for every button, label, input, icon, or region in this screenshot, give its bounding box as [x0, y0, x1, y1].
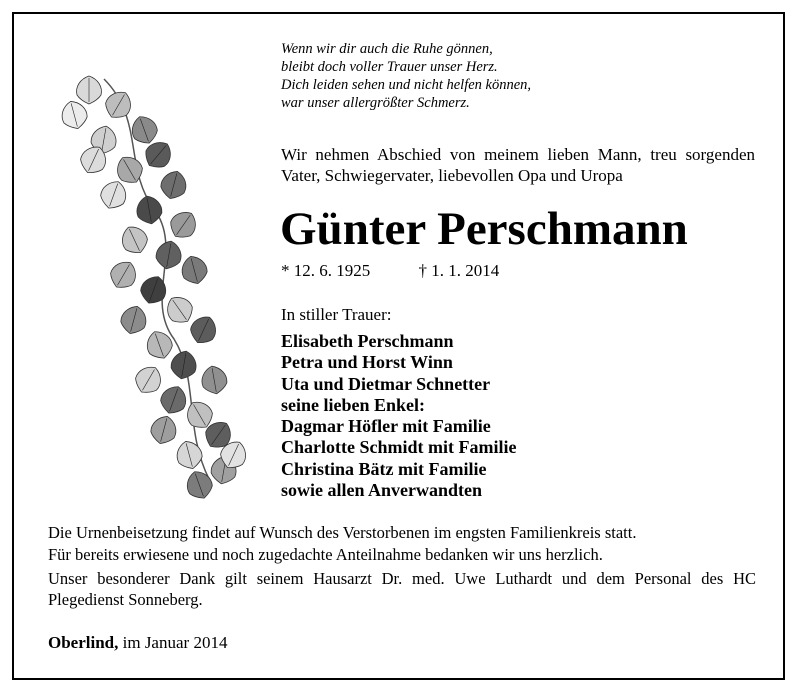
poem-line: bleibt doch voller Trauer unser Herz. — [281, 59, 498, 75]
mourning-label: In stiller Trauer: — [281, 305, 392, 324]
burial-note: Die Urnenbeisetzung findet auf Wunsch des Verstorbenen im engsten Familienkreis statt. — [48, 523, 637, 542]
mourner: Petra und Horst Winn — [281, 352, 453, 373]
mourners-list — [281, 331, 516, 501]
mourner: Dagmar Höfler mit Familie — [281, 416, 491, 437]
place-date-line — [48, 633, 227, 653]
poem-line: Wenn wir dir auch die Ruhe gönnen, — [281, 41, 493, 57]
mourner: Christina Bätz mit Familie — [281, 458, 487, 479]
mourner: sowie allen Anverwandten — [281, 480, 483, 501]
footer-notes — [48, 522, 756, 610]
poem-line: Dich leiden sehen und nicht helfen können, — [281, 77, 532, 93]
date-text: im Januar 2014 — [118, 633, 228, 652]
life-dates — [281, 260, 499, 282]
obituary-card — [12, 12, 785, 680]
farewell-text: Wir nehmen Abschied von meinem lieben Mann, treu sorgenden Vater, Schwiegervater, liebevollen Opa und Uropa — [281, 145, 755, 185]
place-name: Oberlind, — [48, 633, 119, 652]
poem-line: war unser allergrößter Schmerz. — [281, 95, 470, 111]
birth-date: * 12. 6. 1925 — [281, 261, 371, 280]
mourner: Uta und Dietmar Schnetter — [281, 373, 491, 394]
ivy-leaves-illustration — [34, 59, 274, 509]
mourner: Elisabeth Perschmann — [281, 331, 454, 351]
thanks-note: Für bereits erwiesene und noch zugedachte Anteilnahme bedanken wir uns herzlich. — [48, 545, 603, 564]
death-date: † 1. 1. 2014 — [418, 261, 500, 280]
mourner: seine lieben Enkel: — [281, 394, 426, 415]
deceased-name: Günter Perschmann — [280, 203, 688, 255]
special-thanks-note: Unser besonderer Dank gilt seinem Hausarzt Dr. med. Uwe Luthardt und dem Personal des HC Plegedienst Sonneberg. — [48, 569, 756, 609]
mourner: Charlotte Schmidt mit Familie — [281, 437, 517, 458]
poem — [281, 40, 761, 112]
